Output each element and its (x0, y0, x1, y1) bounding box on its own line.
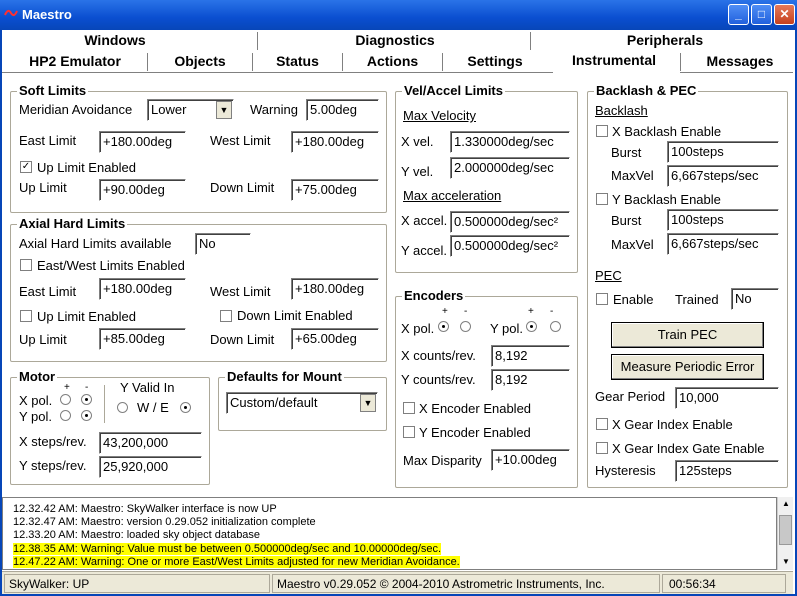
axial-down-limit-enabled-label: Down Limit Enabled (237, 308, 353, 323)
y-backlash-enable-label: Y Backlash Enable (612, 192, 721, 207)
train-pec-button[interactable]: Train PEC (611, 322, 764, 348)
y-backlash-enable-checkbox[interactable] (596, 193, 608, 205)
vel-title: Vel/Accel Limits (404, 83, 503, 98)
east-limit-input[interactable]: +180.00deg (99, 131, 186, 153)
backlash-label: Backlash (595, 103, 648, 118)
meridian-avoidance-select[interactable]: Lower ▼ (147, 99, 234, 121)
log-line-warning: 12.47.22 AM: Warning: One or more East/West Limits adjusted for new Meridian Avoidance. (13, 556, 460, 568)
tab-settings[interactable]: Settings (467, 53, 523, 69)
x-counts-label: X counts/rev. (401, 348, 476, 363)
status-time: 00:56:34 (662, 574, 786, 593)
motor-title: Motor (19, 369, 56, 384)
motor-divider (104, 385, 105, 423)
x-vel-label: X vel. (401, 134, 434, 149)
enc-y-plus: + (528, 306, 534, 317)
motor-plus-label: + (64, 382, 70, 393)
motor-ypol-label: Y pol. (19, 409, 53, 424)
up-limit-enabled-label: Up Limit Enabled (37, 160, 136, 175)
down-limit-input[interactable]: +75.00deg (291, 179, 379, 201)
x-encoder-enabled-checkbox[interactable] (403, 402, 415, 414)
defaults-select[interactable]: Custom/default ▼ (226, 392, 378, 414)
maximize-button[interactable]: □ (751, 4, 772, 25)
hysteresis-label: Hysteresis (595, 463, 656, 478)
close-button[interactable]: ✕ (774, 4, 795, 25)
status-connection: SkyWalker: UP (4, 574, 270, 593)
enc-x-plus: + (442, 306, 448, 317)
axial-up-limit-input[interactable]: +85.00deg (99, 328, 186, 350)
x-gear-index-enable-label: X Gear Index Enable (612, 417, 733, 432)
trained-label: Trained (675, 292, 719, 307)
y-burst-input[interactable]: 100steps (667, 209, 779, 231)
west-limit-label: West Limit (210, 133, 271, 148)
down-limit-label: Down Limit (210, 180, 275, 195)
chevron-down-icon: ▼ (216, 101, 232, 119)
y-valid-in-label: Y Valid In (120, 380, 175, 395)
tab-windows[interactable]: Windows (84, 32, 146, 48)
up-limit-input[interactable]: +90.00deg (99, 179, 186, 201)
max-acceleration-label: Max acceleration (403, 188, 502, 203)
tab-divider (342, 53, 343, 71)
up-limit-enabled-checkbox[interactable]: ✓ (21, 161, 31, 172)
motor-xpol-minus-radio[interactable] (81, 394, 92, 405)
ew-limits-enabled-checkbox[interactable] (20, 259, 32, 271)
tab-hp2-emulator[interactable]: HP2 Emulator (29, 53, 121, 69)
pec-enable-checkbox[interactable] (596, 293, 608, 305)
up-limit-label: Up Limit (19, 180, 67, 195)
y-accel-input[interactable]: 0.500000deg/sec² (450, 235, 570, 257)
log-line: 12.33.20 AM: Maestro: loaded sky object database (13, 529, 261, 541)
status-copyright: Maestro v0.29.052 © 2004-2010 Astrometric Instruments, Inc. (272, 574, 660, 593)
enc-x-minus: - (464, 306, 468, 317)
axial-down-limit-enabled-checkbox[interactable] (220, 310, 232, 322)
enc-xpol-label: X pol. (401, 321, 435, 336)
x-encoder-enabled-label: X Encoder Enabled (419, 401, 532, 416)
x-gear-index-gate-enable-checkbox[interactable] (596, 442, 608, 454)
message-log[interactable] (2, 497, 777, 570)
enc-xpol-plus-radio[interactable] (438, 321, 449, 332)
axial-up-limit-enabled-label: Up Limit Enabled (37, 309, 136, 324)
axial-down-limit-input[interactable]: +65.00deg (291, 328, 379, 350)
y-counts-label: Y counts/rev. (401, 372, 476, 387)
x-vel-input[interactable]: 1.330000deg/sec (450, 131, 570, 153)
axial-east-limit-label: East Limit (19, 284, 77, 299)
hysteresis-input[interactable]: 125steps (675, 460, 779, 482)
x-accel-label: X accel. (401, 213, 448, 228)
enc-ypol-label: Y pol. (490, 321, 524, 336)
warning-label: Warning (250, 102, 298, 117)
x-counts-input[interactable]: 8,192 (491, 345, 570, 367)
y-steps-label: Y steps/rev. (19, 458, 87, 473)
axial-east-limit-input[interactable]: +180.00deg (99, 278, 186, 300)
x-burst-input[interactable]: 100steps (667, 141, 779, 163)
tab-peripherals[interactable]: Peripherals (626, 32, 704, 48)
east-limit-label: East Limit (19, 133, 77, 148)
x-backlash-enable-label: X Backlash Enable (612, 124, 722, 139)
soft-limits-title: Soft Limits (19, 83, 87, 98)
pec-label: PEC (595, 268, 622, 283)
tab-divider (680, 53, 681, 71)
tab-divider (530, 32, 531, 50)
enc-ypol-plus-radio[interactable] (526, 321, 537, 332)
y-valid-we-label: W / E (137, 400, 169, 415)
max-velocity-label: Max Velocity (403, 108, 476, 123)
scroll-down-icon[interactable]: ▼ (782, 557, 790, 566)
tab-baseline (2, 72, 553, 73)
log-line-warning: 12.38.35 AM: Warning: Value must be between 0.500000deg/sec and 10.00000deg/sec. (13, 543, 442, 555)
y-maxvel-label: MaxVel (611, 237, 654, 252)
tab-actions[interactable]: Actions (366, 53, 419, 69)
chevron-down-icon: ▼ (360, 394, 376, 412)
tab-divider (147, 53, 148, 71)
enc-y-minus: - (550, 306, 554, 317)
axial-title: Axial Hard Limits (19, 216, 126, 231)
west-limit-input[interactable]: +180.00deg (291, 131, 379, 153)
axial-down-limit-label: Down Limit (210, 332, 275, 347)
minimize-button[interactable]: _ (728, 4, 749, 25)
y-vel-label: Y vel. (401, 164, 434, 179)
axial-available-label: Axial Hard Limits available (19, 236, 172, 251)
tab-instrumental[interactable]: Instrumental (571, 52, 656, 68)
x-steps-label: X steps/rev. (19, 434, 87, 449)
axial-up-limit-label: Up Limit (19, 332, 67, 347)
gear-period-input[interactable]: 10,000 (675, 387, 779, 409)
x-gear-index-gate-enable-label: X Gear Index Gate Enable (612, 441, 765, 456)
y-valid-e-radio[interactable] (180, 402, 191, 413)
max-disparity-label: Max Disparity (403, 453, 482, 468)
tab-diagnostics[interactable]: Diagnostics (355, 32, 435, 48)
y-steps-input[interactable]: 25,920,000 (99, 456, 202, 478)
tab-objects[interactable]: Objects (174, 53, 226, 69)
meridian-avoidance-label: Meridian Avoidance (19, 102, 133, 117)
motor-ypol-minus-radio[interactable] (81, 410, 92, 421)
enc-xpol-minus-radio[interactable] (460, 321, 471, 332)
max-disparity-input[interactable]: +10.00deg (491, 449, 570, 471)
x-burst-label: Burst (611, 145, 642, 160)
warning-input[interactable]: 5.00deg (306, 99, 379, 121)
backlash-title: Backlash & PEC (596, 83, 697, 98)
log-scrollbar[interactable] (777, 497, 793, 570)
scroll-up-icon[interactable]: ▲ (782, 499, 790, 508)
title-bar[interactable] (0, 0, 797, 30)
log-line: 12.32.42 AM: Maestro: SkyWalker interface is now UP (13, 503, 277, 515)
y-encoder-enabled-label: Y Encoder Enabled (419, 425, 531, 440)
encoders-title: Encoders (404, 288, 464, 303)
pec-enable-label: Enable (613, 292, 654, 307)
tab-divider (257, 32, 258, 50)
axial-west-limit-input[interactable]: +180.00deg (291, 278, 379, 300)
axial-west-limit-label: West Limit (210, 284, 271, 299)
motor-minus-label: - (85, 382, 89, 393)
x-maxvel-label: MaxVel (611, 168, 654, 183)
axial-up-limit-enabled-checkbox[interactable] (20, 310, 32, 322)
log-line: 12.32.47 AM: Maestro: version 0.29.052 initialization complete (13, 516, 316, 528)
enc-ypol-minus-radio[interactable] (550, 321, 561, 332)
tab-messages[interactable]: Messages (706, 53, 774, 69)
ew-limits-enabled-label: East/West Limits Enabled (37, 258, 185, 273)
motor-xpol-plus-radio[interactable] (60, 394, 71, 405)
motor-xpol-label: X pol. (19, 393, 53, 408)
window-title: Maestro (22, 7, 72, 22)
y-encoder-enabled-checkbox[interactable] (403, 426, 415, 438)
tab-baseline (680, 72, 793, 73)
tab-status[interactable]: Status (276, 53, 319, 69)
x-maxvel-input[interactable]: 6,667steps/sec (667, 165, 779, 187)
x-steps-input[interactable]: 43,200,000 (99, 432, 202, 454)
app-logo-icon (4, 6, 18, 20)
trained-value: No (731, 288, 779, 310)
defaults-title: Defaults for Mount (227, 369, 342, 384)
y-counts-input[interactable]: 8,192 (491, 369, 570, 391)
y-maxvel-input[interactable]: 6,667steps/sec (667, 233, 779, 255)
measure-periodic-error-button[interactable]: Measure Periodic Error (611, 354, 764, 380)
axial-available-value: No (195, 233, 251, 255)
x-accel-input[interactable]: 0.500000deg/sec² (450, 211, 570, 233)
y-burst-label: Burst (611, 213, 642, 228)
gear-period-label: Gear Period (595, 389, 666, 404)
motor-ypol-plus-radio[interactable] (60, 410, 71, 421)
scroll-thumb[interactable] (779, 515, 792, 545)
x-backlash-enable-checkbox[interactable] (596, 125, 608, 137)
tab-divider (442, 53, 443, 71)
status-bar (2, 571, 793, 594)
x-gear-index-enable-checkbox[interactable] (596, 418, 608, 430)
y-accel-label: Y accel. (401, 243, 448, 258)
y-valid-w-radio[interactable] (117, 402, 128, 413)
y-vel-input[interactable]: 2.000000deg/sec (450, 157, 570, 179)
tab-divider (252, 53, 253, 71)
